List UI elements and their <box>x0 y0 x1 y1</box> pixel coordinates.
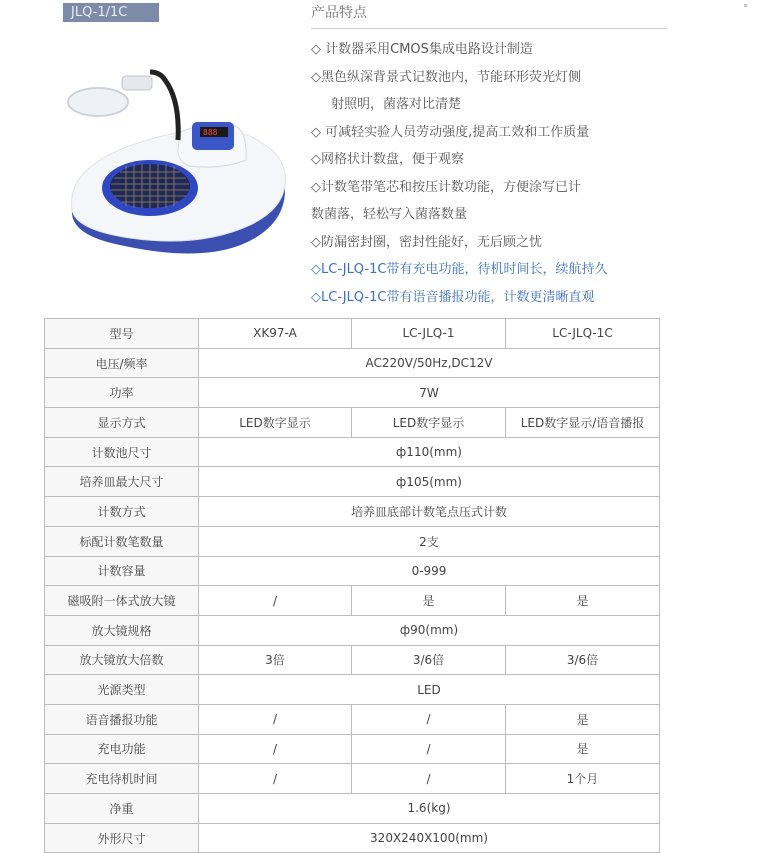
row-label-cell: 计数容量 <box>45 556 199 586</box>
value-cell: / <box>352 734 506 764</box>
table-row <box>45 734 660 764</box>
row-label-cell: 净重 <box>45 794 199 824</box>
row-label-cell: 语音播报功能 <box>45 704 199 734</box>
row-label-cell: 计数池尺寸 <box>45 437 199 467</box>
feature-item: ◇防漏密封圈，密封性能好，无后顾之忧 <box>311 234 542 250</box>
feature-item: ◇LC-JLQ-1C带有语音播报功能，计数更清晰直观 <box>311 289 595 305</box>
features-list <box>311 36 651 311</box>
table-header-row <box>45 319 660 349</box>
value-cell: 2支 <box>199 526 660 556</box>
value-cell: 320X240X100(mm) <box>199 823 660 853</box>
row-label-cell: 功率 <box>45 378 199 408</box>
row-label-cell: 外形尺寸 <box>45 823 199 853</box>
feature-item: ◇计数笔带笔芯和按压计数功能，方便涂写已计 <box>311 179 581 195</box>
value-cell: 是 <box>506 586 660 616</box>
feature-item: 射照明，菌落对比清楚 <box>331 97 462 112</box>
table-row <box>45 704 660 734</box>
value-cell: / <box>199 734 352 764</box>
table-row <box>45 497 660 527</box>
features-divider <box>311 28 667 29</box>
row-label-cell: 光源类型 <box>45 675 199 705</box>
table-row <box>45 586 660 616</box>
value-cell: LED数字显示/语音播报 <box>506 408 660 438</box>
value-cell: LED <box>199 675 660 705</box>
value-cell: 7W <box>199 378 660 408</box>
value-cell: / <box>199 586 352 616</box>
value-cell: 1.6(kg) <box>199 794 660 824</box>
row-label-cell: 放大镜放大倍数 <box>45 645 199 675</box>
header-model-cell: XK97-A <box>199 319 352 349</box>
row-label-cell: 显示方式 <box>45 408 199 438</box>
value-cell: / <box>199 704 352 734</box>
table-row <box>45 437 660 467</box>
model-tag: JLQ-1/1C <box>63 3 159 22</box>
value-cell: LED数字显示 <box>352 408 506 438</box>
row-label-cell: 电压/频率 <box>45 348 199 378</box>
row-label-cell: 标配计数笔数量 <box>45 526 199 556</box>
table-row <box>45 348 660 378</box>
table-row <box>45 764 660 794</box>
value-cell: / <box>352 764 506 794</box>
row-label-cell: 计数方式 <box>45 497 199 527</box>
row-label-cell: 放大镜规格 <box>45 615 199 645</box>
value-cell: 0-999 <box>199 556 660 586</box>
features-title: 产品特点 <box>311 5 367 21</box>
value-cell: 3/6倍 <box>352 645 506 675</box>
value-cell: / <box>199 764 352 794</box>
value-cell: 3倍 <box>199 645 352 675</box>
header-label-cell: 型号 <box>45 319 199 349</box>
table-row <box>45 645 660 675</box>
header-model-cell: LC-JLQ-1 <box>352 319 506 349</box>
value-cell: 1个月 <box>506 764 660 794</box>
value-cell: 是 <box>506 704 660 734</box>
table-row <box>45 615 660 645</box>
value-cell: LED数字显示 <box>199 408 352 438</box>
colony-counter-product-image <box>60 60 295 265</box>
feature-item: ◇LC-JLQ-1C带有充电功能，待机时间长，续航持久 <box>311 262 608 277</box>
value-cell: 是 <box>352 586 506 616</box>
table-row <box>45 378 660 408</box>
row-label-cell: 充电功能 <box>45 734 199 764</box>
table-row <box>45 526 660 556</box>
feature-item: ◇网格状计数盘，便于观察 <box>311 152 464 167</box>
table-row <box>45 823 660 853</box>
value-cell: 培养皿底部计数笔点压式计数 <box>199 497 660 527</box>
row-label-cell: 磁吸附一体式放大镜 <box>45 586 199 616</box>
value-cell: ф110(mm) <box>199 437 660 467</box>
feature-item: ◇黑色纵深背景式记数池内，节能环形荧光灯侧 <box>311 69 581 85</box>
spec-table <box>44 318 660 853</box>
row-label-cell: 培养皿最大尺寸 <box>45 467 199 497</box>
table-row <box>45 467 660 497</box>
table-row <box>45 675 660 705</box>
table-row <box>45 794 660 824</box>
value-cell: AC220V/50Hz,DC12V <box>199 348 660 378</box>
table-row <box>45 556 660 586</box>
header-model-cell: LC-JLQ-1C <box>506 319 660 349</box>
value-cell: 3/6倍 <box>506 645 660 675</box>
value-cell: / <box>352 704 506 734</box>
feature-item: ◇ 计数器采用CMOS集成电路设计制造 <box>311 42 533 57</box>
value-cell: 是 <box>506 734 660 764</box>
value-cell: ф105(mm) <box>199 467 660 497</box>
decorative-dot <box>744 4 747 7</box>
feature-item: ◇ 可减轻实验人员劳动强度,提高工效和工作质量 <box>311 124 590 140</box>
feature-item: 数菌落，轻松写入菌落数量 <box>311 207 468 222</box>
svg-text:888: 888 <box>203 128 218 137</box>
value-cell: ф90(mm) <box>199 615 660 645</box>
table-row <box>45 408 660 438</box>
row-label-cell: 充电待机时间 <box>45 764 199 794</box>
